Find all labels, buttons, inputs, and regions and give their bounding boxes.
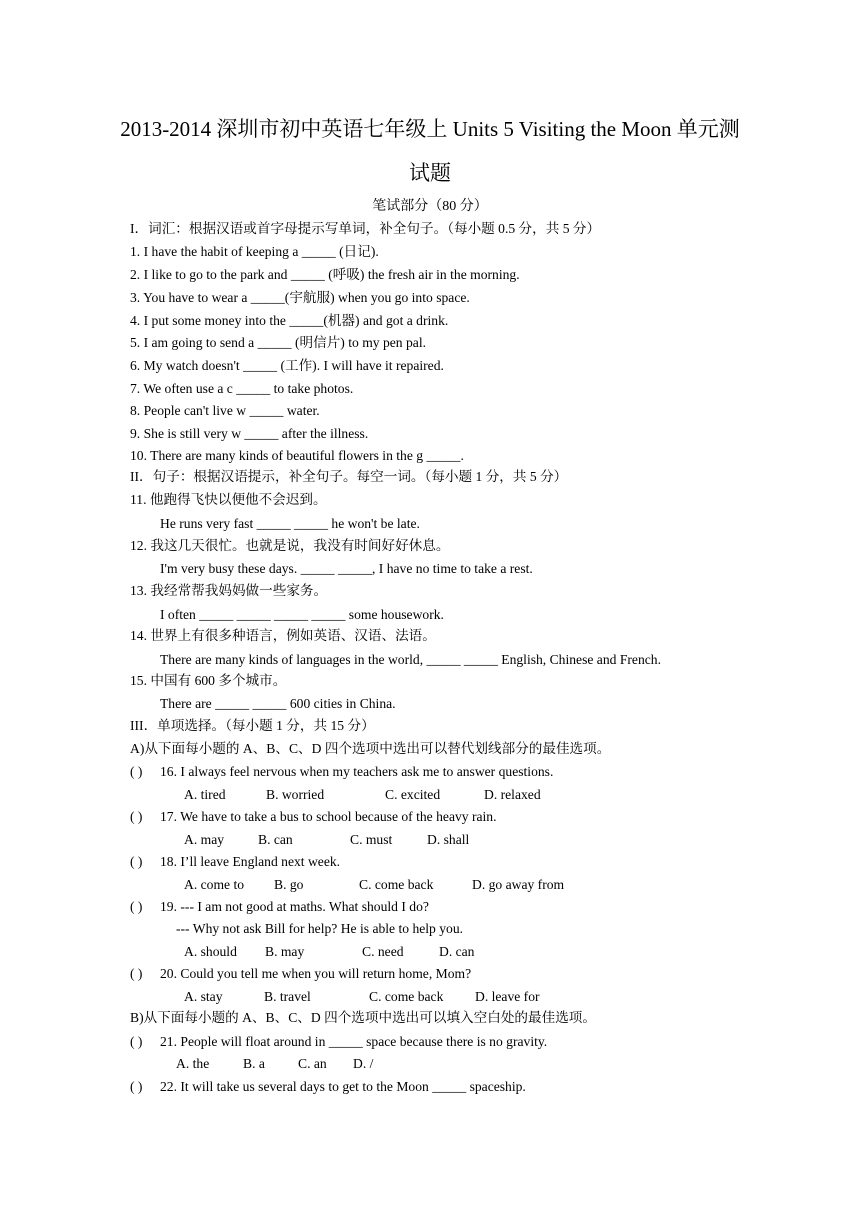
answer-blank: ( ) [130, 809, 143, 824]
sentence-cn: 12. 我这几天很忙。也就是说，我没有时间好好休息。 [130, 538, 450, 553]
option-c: C. an [298, 1056, 327, 1071]
vocab-item: 3. You have to wear a _____(宇航服) when you go into space. [130, 290, 470, 305]
option-d: D. / [353, 1056, 374, 1071]
option-d: D. leave for [475, 989, 540, 1004]
section3-part-b-instructions: B)从下面每小题的 A、B、C、D 四个选项中选出可以填入空白处的最佳选项。 [130, 1010, 596, 1025]
section3-heading: III．单项选择。（每小题 1 分，共 15 分） [130, 718, 375, 733]
vocab-item: 5. I am going to send a _____ (明信片) to my pen pal. [130, 335, 426, 350]
option-a: A. stay [184, 989, 223, 1004]
page-title-line2: 试题 [409, 161, 451, 185]
page-title-line1: 2013-2014 深圳市初中英语七年级上 Units 5 Visiting the Moon 单元测 [120, 117, 740, 141]
option-a: A. tired [184, 787, 226, 802]
question-text: 22. It will take us several days to get to the Moon _____ spaceship. [160, 1079, 526, 1094]
question-text: 17. We have to take a bus to school because of the heavy rain. [160, 809, 497, 824]
question-text: 16. I always feel nervous when my teachers ask me to answer questions. [160, 764, 554, 779]
answer-blank: ( ) [130, 1079, 143, 1094]
sentence-en: There are _____ _____ 600 cities in China. [160, 696, 396, 711]
section2-heading: II．句子：根据汉语提示，补全句子。每空一词。（每小题 1 分，共 5 分） [130, 469, 568, 484]
sentence-en: I'm very busy these days. _____ _____, I have no time to take a rest. [160, 561, 533, 576]
option-d: D. shall [427, 832, 470, 847]
vocab-item: 1. I have the habit of keeping a _____ (日记). [130, 244, 379, 259]
option-c: C. come back [359, 877, 434, 892]
sentence-en: There are many kinds of languages in the world, _____ _____ English, Chinese and French. [160, 652, 661, 667]
option-b: B. travel [264, 989, 311, 1004]
vocab-item: 4. I put some money into the _____(机器) and got a drink. [130, 313, 449, 328]
option-c: C. come back [369, 989, 444, 1004]
option-b: B. can [258, 832, 293, 847]
section3-part-a-instructions: A)从下面每小题的 A、B、C、D 四个选项中选出可以替代划线部分的最佳选项。 [130, 741, 611, 756]
option-b: B. go [274, 877, 304, 892]
vocab-item: 2. I like to go to the park and _____ (呼吸) the fresh air in the morning. [130, 267, 520, 282]
sentence-en: He runs very fast _____ _____ he won't be late. [160, 516, 420, 531]
option-a: A. should [184, 944, 237, 959]
answer-blank: ( ) [130, 764, 143, 779]
option-b: B. may [265, 944, 305, 959]
question-text: 20. Could you tell me when you will return home, Mom? [160, 966, 472, 981]
sentence-cn: 15. 中国有 600 多个城市。 [130, 673, 287, 688]
option-d: D. go away from [472, 877, 565, 892]
option-a: A. come to [184, 877, 245, 892]
section1-heading: I．词汇：根据汉语或首字母提示写单词，补全句子。（每小题 0.5 分，共 5 分） [130, 221, 601, 236]
option-b: B. worried [266, 787, 325, 802]
sentence-en: I often _____ _____ _____ _____ some housework. [160, 607, 444, 622]
question-text: 18. I’ll leave England next week. [160, 854, 341, 869]
option-c: C. need [362, 944, 404, 959]
sentence-cn: 13. 我经常帮我妈妈做一些家务。 [130, 583, 328, 598]
vocab-item: 9. She is still very w _____ after the illness. [130, 426, 369, 441]
answer-blank: ( ) [130, 854, 143, 869]
vocab-item: 6. My watch doesn't _____ (工作). I will have it repaired. [130, 358, 444, 373]
option-d: D. can [439, 944, 475, 959]
option-a: A. the [176, 1056, 210, 1071]
answer-blank: ( ) [130, 1034, 143, 1049]
option-a: A. may [184, 832, 225, 847]
question-text: 19. --- I am not good at maths. What should I do? [160, 899, 429, 914]
answer-blank: ( ) [130, 899, 143, 914]
vocab-item: 7. We often use a c _____ to take photos. [130, 381, 354, 396]
vocab-item: 8. People can't live w _____ water. [130, 403, 320, 418]
question-text-reply: --- Why not ask Bill for help? He is able to help you. [176, 921, 464, 936]
answer-blank: ( ) [130, 966, 143, 981]
option-d: D. relaxed [484, 787, 541, 802]
option-b: B. a [243, 1056, 265, 1071]
option-c: C. must [350, 832, 393, 847]
page-subtitle: 笔试部分（80 分） [372, 199, 488, 214]
sentence-cn: 14. 世界上有很多种语言，例如英语、汉语、法语。 [130, 628, 436, 643]
question-text: 21. People will float around in _____ space because there is no gravity. [160, 1034, 548, 1049]
option-c: C. excited [385, 787, 441, 802]
sentence-cn: 11. 他跑得飞快以便他不会迟到。 [130, 492, 327, 507]
vocab-item: 10. There are many kinds of beautiful flowers in the g _____. [130, 448, 464, 463]
